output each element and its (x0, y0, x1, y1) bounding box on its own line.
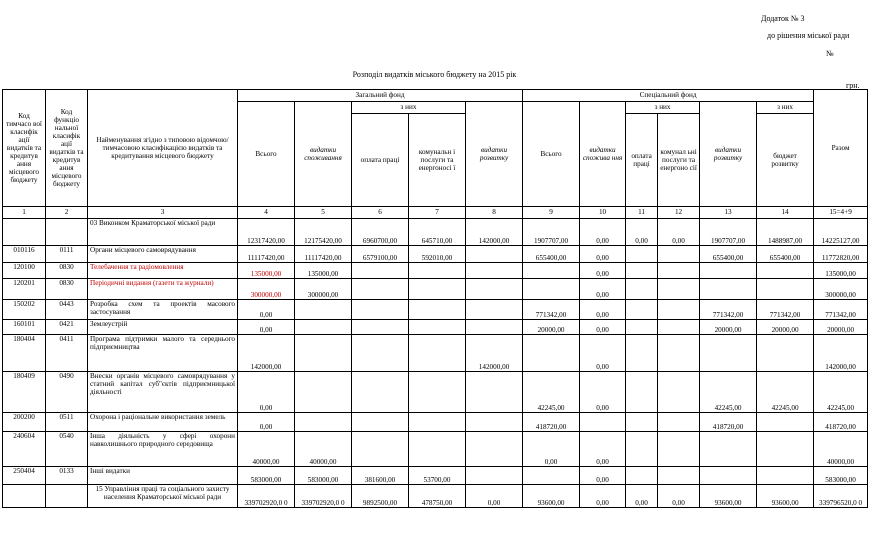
row-value-cell (409, 300, 466, 320)
row-value-cell: 478750,00 (409, 485, 466, 508)
row-value-cell: 42245,00 (814, 372, 868, 413)
row-value-cell (658, 320, 700, 335)
row-value-cell: 0,00 (626, 485, 658, 508)
row-code-cell (3, 485, 46, 508)
row-value-cell (626, 372, 658, 413)
column-number: 14 (757, 207, 814, 219)
row-value-cell (626, 467, 658, 485)
header-name: Найменування згідно з типовою відомчою/ тимчасовою класифікацією видатків та кредитування місцевого бюджету (88, 90, 238, 207)
addendum-label: Додаток № 3 (761, 14, 805, 23)
header-sum: Разом (814, 90, 868, 207)
table-row (3, 335, 868, 372)
row-value-cell: 0,00 (580, 432, 626, 467)
row-name-cell: 15 Управління праці та соціального захисту населення Краматорської міської ради (88, 485, 238, 508)
row-code-cell: 0511 (46, 413, 88, 432)
table-row (3, 263, 868, 279)
column-number: 3 (88, 207, 238, 219)
row-value-cell (466, 246, 523, 263)
row-value-cell (658, 246, 700, 263)
header-code-func: Код функціо нальної класифік ації видатків та кредитув ання місцевого бюджету (46, 90, 88, 207)
column-number: 10 (580, 207, 626, 219)
header-sf-wages: оплата праці (626, 114, 658, 207)
header-gf-development: видатки розвитку (466, 102, 523, 207)
row-name-cell: Періодичні видання (газети та журнали) (88, 279, 238, 300)
row-value-cell (409, 335, 466, 372)
row-value-cell (466, 467, 523, 485)
column-number: 2 (46, 207, 88, 219)
column-number: 8 (466, 207, 523, 219)
column-number: 15=4+9 (814, 207, 868, 219)
row-code-cell: 0133 (46, 467, 88, 485)
row-value-cell: 93600,00 (757, 485, 814, 508)
row-value-cell: 142000,00 (238, 335, 295, 372)
row-value-cell: 0,00 (523, 432, 580, 467)
row-value-cell: 20000,00 (757, 320, 814, 335)
row-value-cell (757, 263, 814, 279)
header-sf-budget-dev: бюджет розвитку (757, 114, 814, 207)
row-value-cell (757, 467, 814, 485)
table-row (3, 320, 868, 335)
header-gf-total: Всього (238, 102, 295, 207)
row-code-cell: 250404 (3, 467, 46, 485)
row-value-cell: 645710,00 (409, 219, 466, 246)
row-value-cell: 40000,00 (295, 432, 352, 467)
column-number: 9 (523, 207, 580, 219)
row-value-cell: 142000,00 (466, 219, 523, 246)
row-name-cell: Охорона і раціональне використання земель (88, 413, 238, 432)
table-row (3, 485, 868, 508)
row-code-cell: 160101 (3, 320, 46, 335)
budget-table (2, 89, 868, 508)
row-value-cell: 771342,00 (814, 300, 868, 320)
row-name-cell: Інші видатки (88, 467, 238, 485)
row-value-cell: 14225127,00 (814, 219, 868, 246)
row-value-cell: 20000,00 (523, 320, 580, 335)
row-code-cell: 0111 (46, 246, 88, 263)
row-value-cell: 0,00 (580, 219, 626, 246)
row-code-cell: 180404 (3, 335, 46, 372)
row-value-cell: 583000,00 (814, 467, 868, 485)
row-value-cell (626, 246, 658, 263)
row-value-cell (580, 413, 626, 432)
row-value-cell: 0,00 (658, 485, 700, 508)
row-value-cell: 0,00 (238, 413, 295, 432)
row-value-cell (409, 263, 466, 279)
row-value-cell (523, 467, 580, 485)
row-name-cell: Внески органів місцевого самоврядування у статний капітал суб"єктів підприємницької діяльності (88, 372, 238, 413)
row-value-cell (757, 413, 814, 432)
row-value-cell: 0,00 (580, 300, 626, 320)
table-row (3, 279, 868, 300)
header-sf-consumption: видатки спожива ння (580, 102, 626, 207)
header-sf-utilities: комунал ьні послуги та енергоно сії (658, 114, 700, 207)
row-code-cell: 0490 (46, 372, 88, 413)
row-value-cell: 300000,00 (238, 279, 295, 300)
header-sf-of-which: з них (626, 102, 700, 114)
row-value-cell (295, 320, 352, 335)
header-gf-consumption: видатки споживання (295, 102, 352, 207)
header-code-local: Код тимчасо вої класифік ації видатків та кредитув ання місцевого бюджету (3, 90, 46, 207)
row-value-cell: 0,00 (238, 300, 295, 320)
row-value-cell: 11117420,00 (295, 246, 352, 263)
row-value-cell: 583000,00 (238, 467, 295, 485)
row-name-cell: 03 Виконком Краматорської міської ради (88, 219, 238, 246)
row-name-cell: Органи місцевого самоврядування (88, 246, 238, 263)
row-value-cell: 6960700,00 (352, 219, 409, 246)
row-value-cell: 771342,00 (700, 300, 757, 320)
row-value-cell (757, 432, 814, 467)
row-value-cell (295, 335, 352, 372)
column-number: 4 (238, 207, 295, 219)
row-code-cell: 120100 (3, 263, 46, 279)
row-value-cell (466, 320, 523, 335)
table-row (3, 246, 868, 263)
row-value-cell (523, 263, 580, 279)
row-value-cell (700, 263, 757, 279)
row-value-cell: 771342,00 (757, 300, 814, 320)
row-value-cell: 0,00 (580, 335, 626, 372)
row-value-cell (352, 320, 409, 335)
row-code-cell: 200200 (3, 413, 46, 432)
row-value-cell: 93600,00 (700, 485, 757, 508)
row-name-cell: Інша діяльність у сфері охорони навколишнього природного середовища (88, 432, 238, 467)
row-value-cell (626, 279, 658, 300)
column-number: 11 (626, 207, 658, 219)
row-value-cell: 418720,00 (700, 413, 757, 432)
row-value-cell (409, 372, 466, 413)
row-value-cell: 12175420,00 (295, 219, 352, 246)
decision-label: до рішення міської ради (767, 31, 850, 40)
row-value-cell (658, 372, 700, 413)
row-value-cell: 42245,00 (757, 372, 814, 413)
row-value-cell (700, 432, 757, 467)
row-value-cell: 0,00 (580, 246, 626, 263)
header-sf-total: Всього (523, 102, 580, 207)
row-value-cell (466, 372, 523, 413)
row-code-cell: 0411 (46, 335, 88, 372)
row-value-cell: 418720,00 (814, 413, 868, 432)
row-value-cell: 300000,00 (814, 279, 868, 300)
row-code-cell (46, 219, 88, 246)
row-value-cell (409, 279, 466, 300)
row-value-cell (352, 300, 409, 320)
row-value-cell: 93600,00 (523, 485, 580, 508)
row-value-cell (352, 413, 409, 432)
row-value-cell: 339702920,0 0 (238, 485, 295, 508)
column-number: 5 (295, 207, 352, 219)
row-value-cell: 418720,00 (523, 413, 580, 432)
header-sf-dev-of-which: з них (757, 102, 814, 114)
row-value-cell (700, 467, 757, 485)
row-value-cell: 655400,00 (523, 246, 580, 263)
row-code-cell: 120201 (3, 279, 46, 300)
row-value-cell (409, 413, 466, 432)
row-value-cell: 42245,00 (523, 372, 580, 413)
row-value-cell (295, 300, 352, 320)
table-row (3, 372, 868, 413)
row-value-cell: 0,00 (580, 279, 626, 300)
row-value-cell (626, 413, 658, 432)
currency-label: грн. (846, 81, 860, 90)
row-value-cell: 0,00 (580, 372, 626, 413)
row-value-cell (295, 372, 352, 413)
row-code-cell: 150202 (3, 300, 46, 320)
header-special-fund: Спеціальний фонд (523, 90, 814, 102)
number-label: № (826, 49, 834, 58)
row-value-cell: 42245,00 (700, 372, 757, 413)
row-code-cell: 0421 (46, 320, 88, 335)
row-value-cell: 40000,00 (814, 432, 868, 467)
row-value-cell (352, 372, 409, 413)
row-code-cell (46, 485, 88, 508)
row-value-cell (352, 432, 409, 467)
column-number: 1 (3, 207, 46, 219)
row-value-cell: 53700,00 (409, 467, 466, 485)
row-name-cell: Телебачення та радіомовлення (88, 263, 238, 279)
row-value-cell: 655400,00 (700, 246, 757, 263)
row-value-cell: 1488987,00 (757, 219, 814, 246)
document-title: Розподіл видатків міського бюджету на 2015 рік (352, 70, 517, 79)
row-value-cell: 0,00 (580, 467, 626, 485)
row-value-cell (409, 432, 466, 467)
row-code-cell: 180409 (3, 372, 46, 413)
row-value-cell: 771342,00 (523, 300, 580, 320)
column-number: 7 (409, 207, 466, 219)
row-value-cell: 592010,00 (409, 246, 466, 263)
header-sf-development: видатки розвитку (700, 102, 757, 207)
header-gf-of-which: з них (352, 102, 466, 114)
row-value-cell: 0,00 (238, 372, 295, 413)
row-value-cell: 0,00 (658, 219, 700, 246)
column-number: 13 (700, 207, 757, 219)
row-value-cell (626, 335, 658, 372)
row-value-cell (295, 413, 352, 432)
row-value-cell (466, 300, 523, 320)
row-value-cell: 1907707,00 (700, 219, 757, 246)
row-value-cell (352, 335, 409, 372)
row-name-cell: Розробка схем та проектів масового застосування (88, 300, 238, 320)
row-value-cell: 0,00 (626, 219, 658, 246)
table-row (3, 467, 868, 485)
row-value-cell (523, 335, 580, 372)
row-value-cell: 655400,00 (757, 246, 814, 263)
row-value-cell: 135000,00 (295, 263, 352, 279)
row-value-cell (466, 263, 523, 279)
row-value-cell (523, 279, 580, 300)
row-code-cell (3, 219, 46, 246)
header-general-fund: Загальний фонд (238, 90, 523, 102)
row-value-cell (626, 300, 658, 320)
row-value-cell (700, 335, 757, 372)
row-value-cell: 0,00 (580, 263, 626, 279)
row-value-cell: 20000,00 (700, 320, 757, 335)
table-row (3, 432, 868, 467)
row-value-cell (658, 300, 700, 320)
row-value-cell: 135000,00 (238, 263, 295, 279)
row-value-cell (658, 263, 700, 279)
row-value-cell (409, 320, 466, 335)
row-value-cell (658, 413, 700, 432)
row-value-cell: 0,00 (466, 485, 523, 508)
row-value-cell: 135000,00 (814, 263, 868, 279)
row-code-cell: 0443 (46, 300, 88, 320)
row-value-cell: 339796520,0 0 (814, 485, 868, 508)
table-row (3, 413, 868, 432)
row-code-cell: 240604 (3, 432, 46, 467)
row-value-cell: 11117420,00 (238, 246, 295, 263)
row-value-cell: 583000,00 (295, 467, 352, 485)
row-value-cell: 142000,00 (466, 335, 523, 372)
header-gf-wages: оплата праці (352, 114, 409, 207)
column-number: 12 (658, 207, 700, 219)
row-value-cell: 1907707,00 (523, 219, 580, 246)
row-value-cell (757, 279, 814, 300)
row-code-cell: 0830 (46, 263, 88, 279)
row-value-cell (658, 467, 700, 485)
row-value-cell (466, 279, 523, 300)
row-value-cell: 0,00 (580, 485, 626, 508)
row-code-cell: 010116 (3, 246, 46, 263)
row-value-cell (658, 335, 700, 372)
row-value-cell: 381600,00 (352, 467, 409, 485)
table-row (3, 300, 868, 320)
row-value-cell: 9892500,00 (352, 485, 409, 508)
row-name-cell: Землеустрій (88, 320, 238, 335)
row-value-cell: 300000,00 (295, 279, 352, 300)
row-value-cell (700, 279, 757, 300)
row-value-cell: 11772820,00 (814, 246, 868, 263)
row-code-cell: 0540 (46, 432, 88, 467)
row-value-cell (626, 320, 658, 335)
row-value-cell (626, 432, 658, 467)
row-value-cell: 0,00 (238, 320, 295, 335)
row-value-cell (466, 432, 523, 467)
row-value-cell: 12317420,00 (238, 219, 295, 246)
row-value-cell (466, 413, 523, 432)
row-value-cell: 0,00 (580, 320, 626, 335)
row-value-cell (352, 279, 409, 300)
row-value-cell: 142000,00 (814, 335, 868, 372)
header-gf-utilities: комунальн і послуги та енергоносі ї (409, 114, 466, 207)
row-value-cell: 20000,00 (814, 320, 868, 335)
row-value-cell: 6579100,00 (352, 246, 409, 263)
row-code-cell: 0830 (46, 279, 88, 300)
row-value-cell (658, 432, 700, 467)
row-value-cell (658, 279, 700, 300)
row-value-cell (626, 263, 658, 279)
row-value-cell (352, 263, 409, 279)
row-value-cell: 339702920,0 0 (295, 485, 352, 508)
row-value-cell (757, 335, 814, 372)
table-row (3, 219, 868, 246)
column-number: 6 (352, 207, 409, 219)
row-value-cell: 40000,00 (238, 432, 295, 467)
row-name-cell: Програма підтримки малого та середнього підприємництва (88, 335, 238, 372)
